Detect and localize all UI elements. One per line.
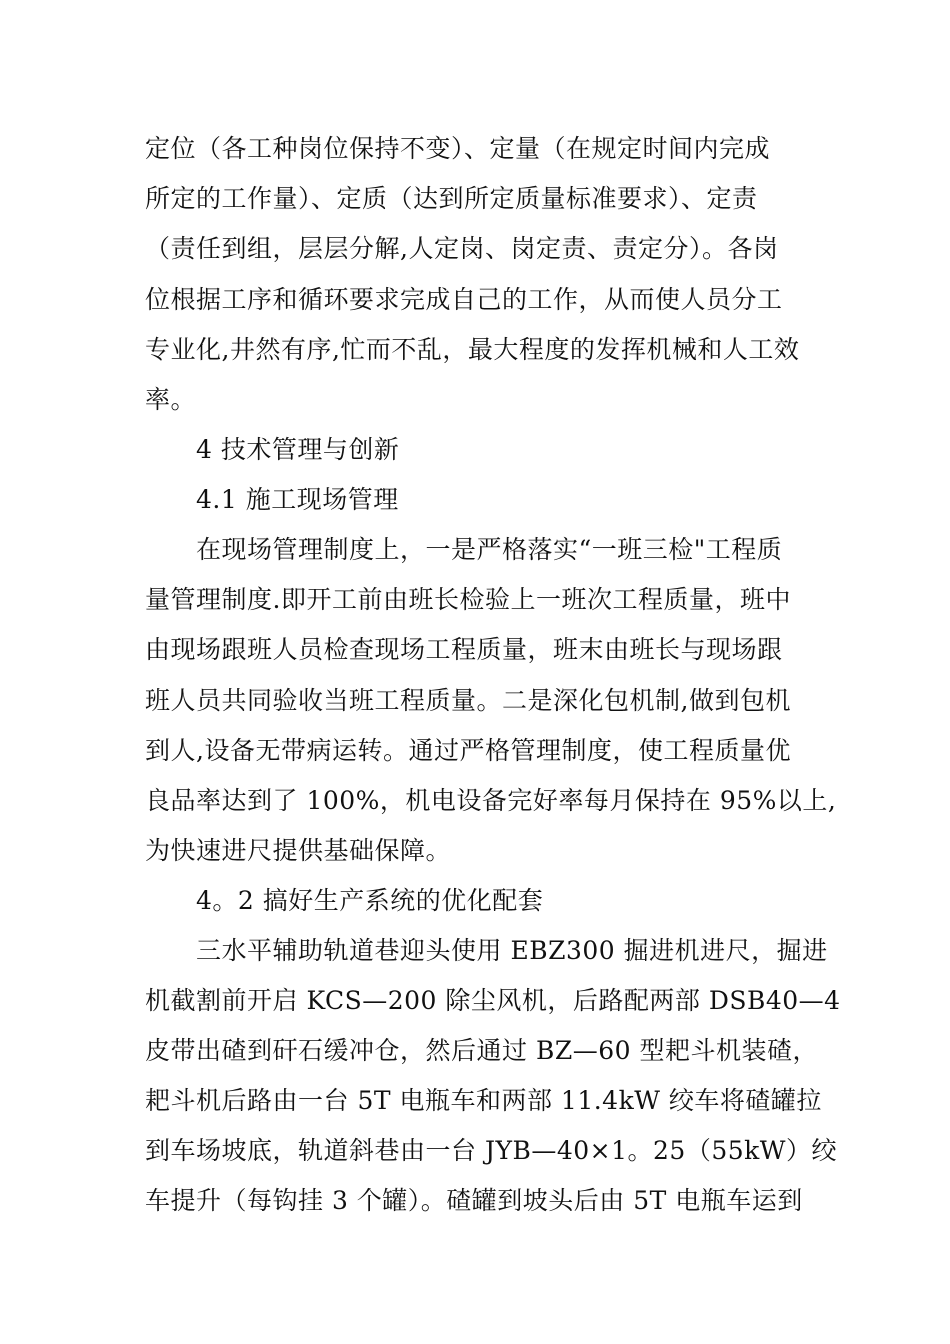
text-line: 率。 <box>145 385 197 414</box>
text-line: 量管理制度.即开工前由班长检验上一班次工程质量，班中 <box>145 585 791 614</box>
section-heading: 4 技术管理与创新 <box>196 435 400 464</box>
text-line: 车提升（每钩挂 3 个罐）。碴罐到坡头后由 5T 电瓶车运到 <box>145 1186 803 1215</box>
text-line: 为快速进尺提供基础保障。 <box>145 836 452 865</box>
text-line: 机截割前开启 KCS—200 除尘风机，后路配两部 DSB40—4 <box>145 986 841 1015</box>
subsection-heading: 4.1 施工现场管理 <box>196 485 399 514</box>
text-line: 在现场管理制度上，一是严格落实“一班三检"工程质 <box>196 535 783 564</box>
text-line: 到人,设备无带病运转。通过严格管理制度，使工程质量优 <box>145 736 791 765</box>
text-line: 由现场跟班人员检查现场工程质量，班末由班长与现场跟 <box>145 635 783 664</box>
text-line: 所定的工作量）、定质（达到所定质量标准要求）、定责 <box>145 184 758 213</box>
text-line: 定位（各工种岗位保持不变）、定量（在规定时间内完成 <box>145 134 771 163</box>
text-line: 皮带出碴到矸石缓冲仓，然后通过 BZ—60 型耙斗机装碴， <box>145 1036 818 1065</box>
subsection-heading: 4。2 搞好生产系统的优化配套 <box>196 886 544 915</box>
text-line: 专业化,井然有序,忙而不乱，最大程度的发挥机械和人工效 <box>145 335 800 364</box>
text-line: 三水平辅助轨道巷迎头使用 EBZ300 掘进机进尺，掘进 <box>196 936 828 965</box>
text-line: 到车场坡底，轨道斜巷由一台 JYB—40×1。25（55kW）绞 <box>145 1136 837 1165</box>
text-line: 位根据工序和循环要求完成自己的工作，从而使人员分工 <box>145 285 783 314</box>
text-line: 良品率达到了 100%，机电设备完好率每月保持在 95%以上, <box>145 786 837 815</box>
text-line: 耙斗机后路由一台 5T 电瓶车和两部 11.4kW 绞车将碴罐拉 <box>145 1086 822 1115</box>
text-line: 班人员共同验收当班工程质量。二是深化包机制,做到包机 <box>145 686 791 715</box>
text-line: （责任到组，层层分解,人定岗、岗定责、责定分）。各岗 <box>145 234 779 263</box>
